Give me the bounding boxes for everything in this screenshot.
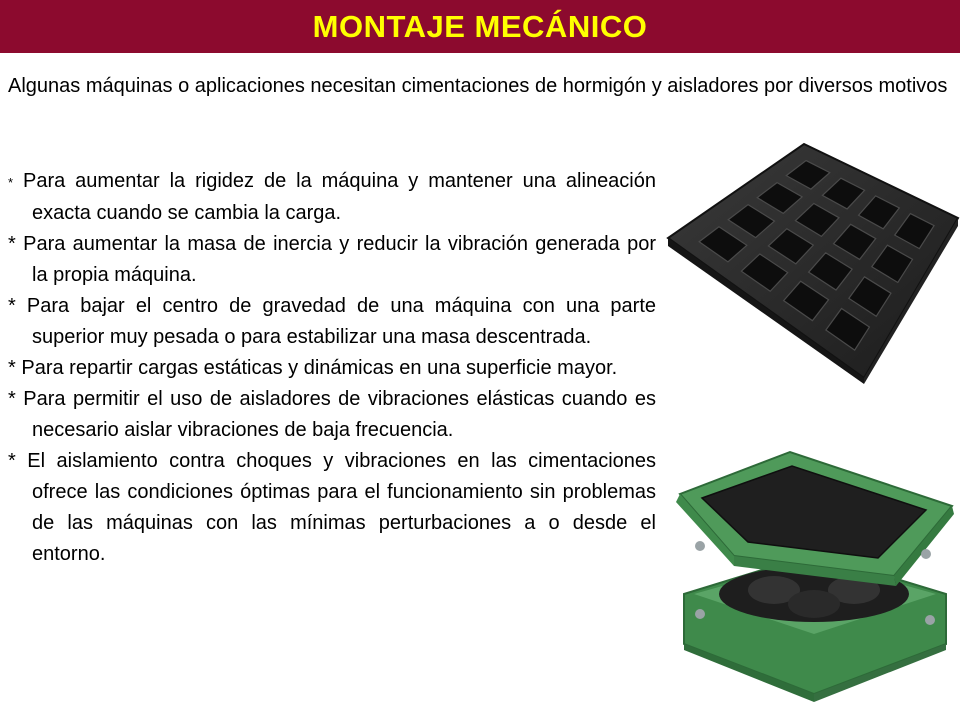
bullet-marker: *: [8, 295, 16, 317]
page-title: MONTAJE MECÁNICO: [312, 8, 648, 44]
list-item: [8, 446, 656, 570]
list-item: [8, 353, 656, 384]
bullet-text: El aislamiento contra choques y vibraciones en las cimentaciones ofrece las condiciones óptimas para el funcionamiento sin problemas de las máquinas con las mínimas perturbaciones a o desde el entorno.: [27, 450, 657, 565]
bullet-marker: *: [8, 175, 14, 190]
bullet-list: [8, 166, 656, 570]
title-banner: [0, 0, 960, 53]
list-item: [8, 384, 656, 446]
list-item: [8, 166, 656, 229]
rubber-grid-pad-icon: [664, 142, 960, 384]
intro-paragraph: Algunas máquinas o aplicaciones necesitan cimentaciones de hormigón y aisladores por diversos motivos: [8, 75, 948, 97]
bullet-marker: *: [8, 388, 16, 410]
bullet-text: Para bajar el centro de gravedad de una máquina con una parte superior muy pesada o para estabilizar una masa descentrada.: [26, 295, 656, 348]
bullet-marker: *: [8, 233, 16, 255]
list-item: [8, 291, 656, 353]
bullet-text: Para repartir cargas estáticas y dinámicas en una superficie mayor.: [21, 357, 618, 379]
bullet-marker: *: [8, 450, 16, 472]
list-item: [8, 229, 656, 291]
bullet-text: Para aumentar la masa de inercia y reducir la vibración generada por la propia máquina.: [23, 233, 656, 286]
bullet-text: Para aumentar la rigidez de la máquina y mantener una alineación exacta cuando se cambia la carga.: [23, 170, 656, 224]
bullet-marker: *: [8, 357, 16, 379]
bullet-text: Para permitir el uso de aisladores de vibraciones elásticas cuando es necesario aislar vibraciones de baja frecuencia.: [23, 388, 656, 441]
green-spring-isolator-icon: [664, 444, 960, 704]
